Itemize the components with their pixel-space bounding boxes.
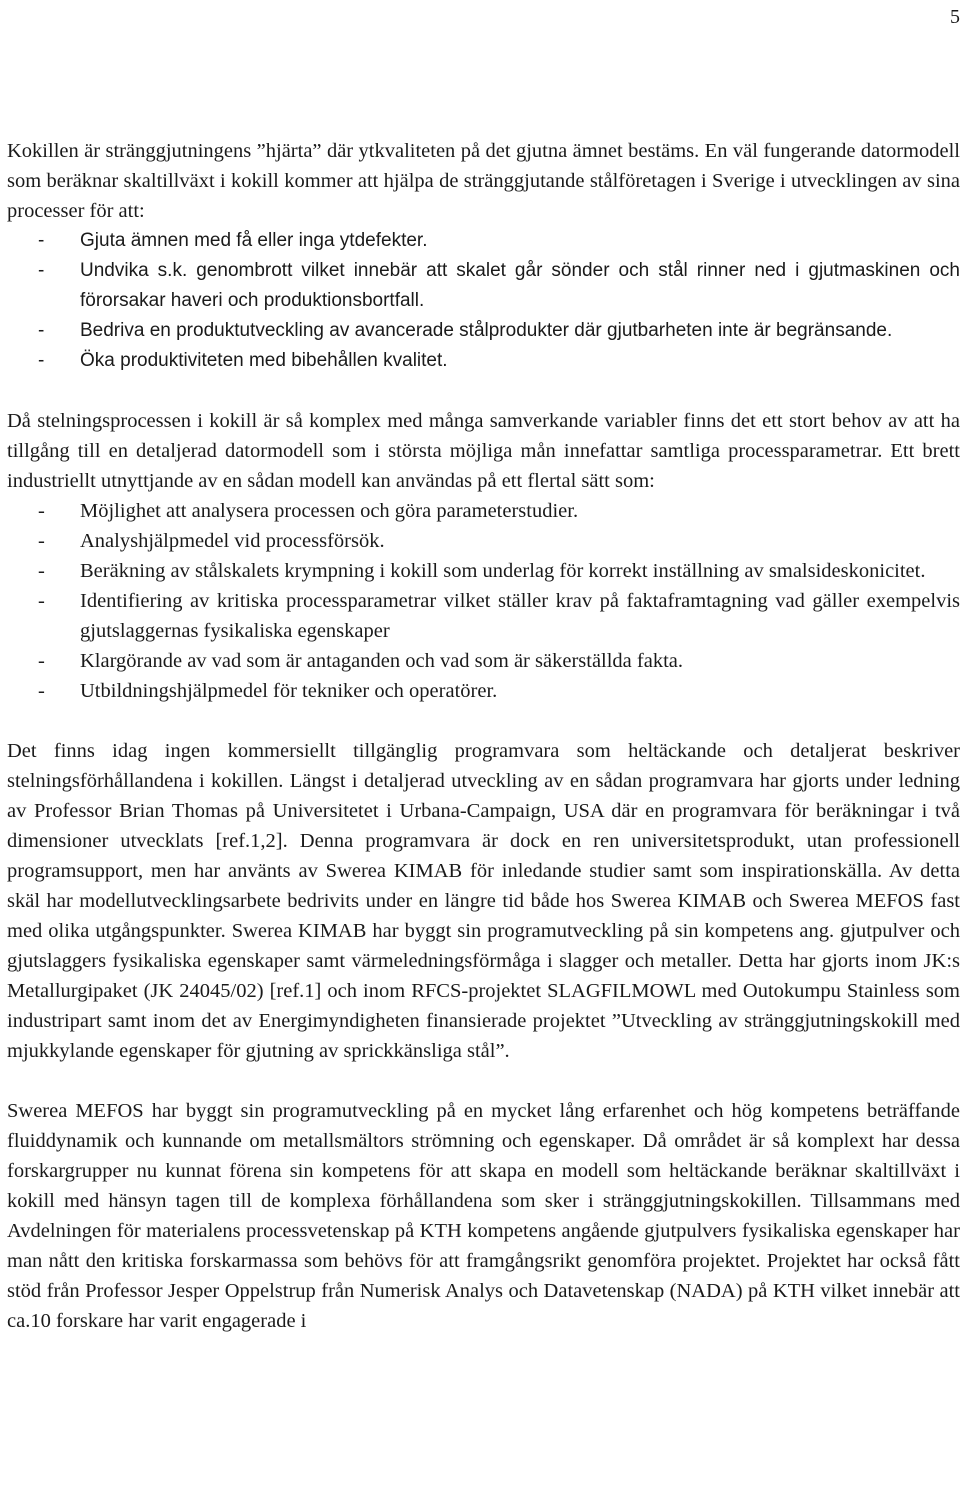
list-item: - Identifiering av kritiska processparametrar vilket ställer krav på faktaframtagning vad gäller exempelvis gjutslaggernas fysikaliska egenskaper (7, 586, 960, 646)
list-item: - Undvika s.k. genombrott vilket innebär att skalet går sönder och stål rinner ned i gjutmaskinen och förorsakar haveri och produktionsbortfall. (7, 256, 960, 316)
list-item: - Gjuta ämnen med få eller inga ytdefekter. (7, 226, 960, 256)
section2-list (7, 496, 960, 706)
paragraph-mefos: Swerea MEFOS har byggt sin programutveckling på en mycket lång erfarenhet och hög kompetens beträffande fluiddynamik och kunnande om metallsmältors strömning och egenskaper. Då området är så komplext har dessa forskargrupper nu kunnat förena sin kompetens för att skapa en modell som heltäckande beräknar skaltillväxt i kokill med hänsyn tagen till de komplexa förhållandena som sker i stränggjutningskokillen. Tillsammans med Avdelningen för materialens processvetenskap på KTH kompetens angående gjutpulvers fysikaliska egenskaper har man nått den kritiska forskarmassa som behövs för att framgångsrikt genomföra projektet. Projektet har också fått stöd från Professor Jesper Oppelstrup från Numerisk Analys och Datavetenskap (NADA) på KTH vilket innebär att ca.10 forskare har varit engagerade i (7, 1100, 960, 1332)
list-item: - Beräkning av stålskalets krympning i kokill som underlag för korrekt inställning av smalsideskonicitet. (7, 556, 960, 586)
list-item: - Klargörande av vad som är antaganden och vad som är säkerställda fakta. (7, 646, 960, 676)
list-item: - Öka produktiviteten med bibehållen kvalitet. (7, 346, 960, 376)
list-item: - Analyshjälpmedel vid processförsök. (7, 526, 960, 556)
list-item: - Möjlighet att analysera processen och göra parameterstudier. (7, 496, 960, 526)
section1-list (7, 226, 960, 376)
section2-intro: Då stelningsprocessen i kokill är så komplex med många samverkande variabler finns det ett stort behov av att ha tillgång till en detaljerad datormodell som i största möjliga mån innefattar samtliga processparametrar. Ett brett industriellt utnyttjande av en sådan modell kan användas på ett flertal sätt som: (7, 410, 960, 492)
document-body (7, 136, 960, 1336)
page-number: 5 (950, 6, 960, 28)
list-item: - Utbildningshjälpmedel för tekniker och operatörer. (7, 676, 960, 706)
section1-intro: Kokillen är stränggjutningens ”hjärta” där ytkvaliteten på det gjutna ämnet bestäms. En väl fungerande datormodell som beräknar skaltillväxt i kokill kommer att hjälpa de stränggjutande stålföretagen i Sverige i utvecklingen av sina processer för att: (7, 140, 960, 222)
list-item: - Bedriva en produktutveckling av avancerade stålprodukter där gjutbarheten inte är begränsande. (7, 316, 960, 346)
paragraph-software-status: Det finns idag ingen kommersiellt tillgänglig programvara som heltäckande och detaljerat beskriver stelningsförhållandena i kokillen. Längst i detaljerad utveckling av en sådan programvara har gjorts under ledning av Professor Brian Thomas på Universitetet i Urbana-Campaign, USA där en programvara för beräkningar i två dimensioner utvecklats [ref.1,2]. Denna programvara är dock en ren universitetsprodukt, utan professionell programsupport, men har använts av Swerea KIMAB för inledande studier samt som inspirationskälla. Av detta skäl har modellutvecklingsarbete bedrivits under en längre tid både hos Swerea KIMAB och Swerea MEFOS fast med olika utgångspunkter. Swerea KIMAB har byggt sin programutveckling på sin kompetens ang. gjutpulver och gjutslaggers fysikaliska egenskaper samt värmeledningsförmåga i slagger och metaller. Detta har gjorts inom JK:s Metallurgipaket (JK 24045/02) [ref.1] och inom RFCS-projektet SLAGFILMOWL med Outokumpu Stainless som industripart samt inom det av Energimyndigheten finansierade projektet ”Utveckling av stränggjutningskokill med mjukkylande egenskaper för gjutning av sprickkänsliga stål”. (7, 740, 960, 1062)
